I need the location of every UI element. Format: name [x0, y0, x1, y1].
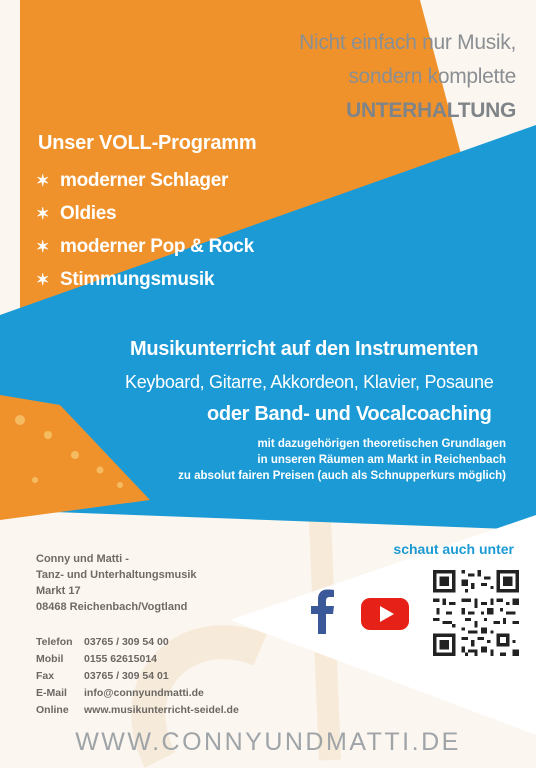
address-line: Tanz- und Unterhaltungsmusik: [36, 569, 197, 581]
details-line: zu absolut fairen Preisen (auch als Schnupperkurs möglich): [178, 470, 506, 482]
youtube-icon[interactable]: [360, 596, 410, 632]
program-item: ✶ Stimmungsmusik: [36, 263, 254, 296]
address-line: Markt 17: [36, 585, 81, 597]
tagline: [216, 26, 516, 128]
star-icon: ✶: [36, 173, 50, 190]
contact-fax: Fax 03765 / 309 54 01: [36, 670, 169, 682]
tagline-line2: sondern komplette: [348, 65, 516, 88]
tagline-line1: Nicht einfach nur Musik,: [299, 31, 516, 54]
tagline-line3: UNTERHALTUNG: [346, 99, 516, 122]
contact-online: Online www.musikunterricht-seidel.de: [36, 704, 239, 716]
program-item: ✶ moderner Pop & Rock: [36, 230, 254, 263]
address-line: Conny und Matti -: [36, 553, 129, 565]
contact-block: [36, 634, 239, 719]
website-url[interactable]: WWW.CONNYUNDMATTI.DE: [75, 728, 461, 756]
contact-mobile: Mobil 0155 62615014: [36, 653, 157, 665]
program-list: [36, 164, 254, 296]
star-icon: ✶: [36, 206, 50, 223]
program-item: ✶ moderner Schlager: [36, 164, 254, 197]
coaching-text: oder Band- und Vocalcoaching: [207, 403, 492, 425]
address-line: 08468 Reichenbach/Vogtland: [36, 601, 188, 613]
star-icon: ✶: [36, 272, 50, 289]
contact-phone: Telefon 03765 / 309 54 00: [36, 636, 169, 648]
details-line: in unseren Räumen am Markt in Reichenbach: [257, 454, 506, 466]
social-heading: schaut auch unter: [393, 541, 514, 557]
qr-code[interactable]: [430, 567, 522, 659]
program-item: ✶ Oldies: [36, 197, 254, 230]
instruments-list: Keyboard, Gitarre, Akkordeon, Klavier, Posaune: [125, 372, 494, 392]
details-line: mit dazugehörigen theoretischen Grundlagen: [257, 438, 506, 450]
facebook-icon[interactable]: [309, 588, 335, 634]
lessons-details: [126, 436, 506, 484]
address-block: [36, 551, 197, 615]
lessons-title: Musikunterricht auf den Instrumenten: [130, 338, 479, 360]
program-title: Unser VOLL-Programm: [38, 132, 257, 154]
star-icon: ✶: [36, 239, 50, 256]
contact-email: E-Mail info@connyundmatti.de: [36, 687, 204, 699]
